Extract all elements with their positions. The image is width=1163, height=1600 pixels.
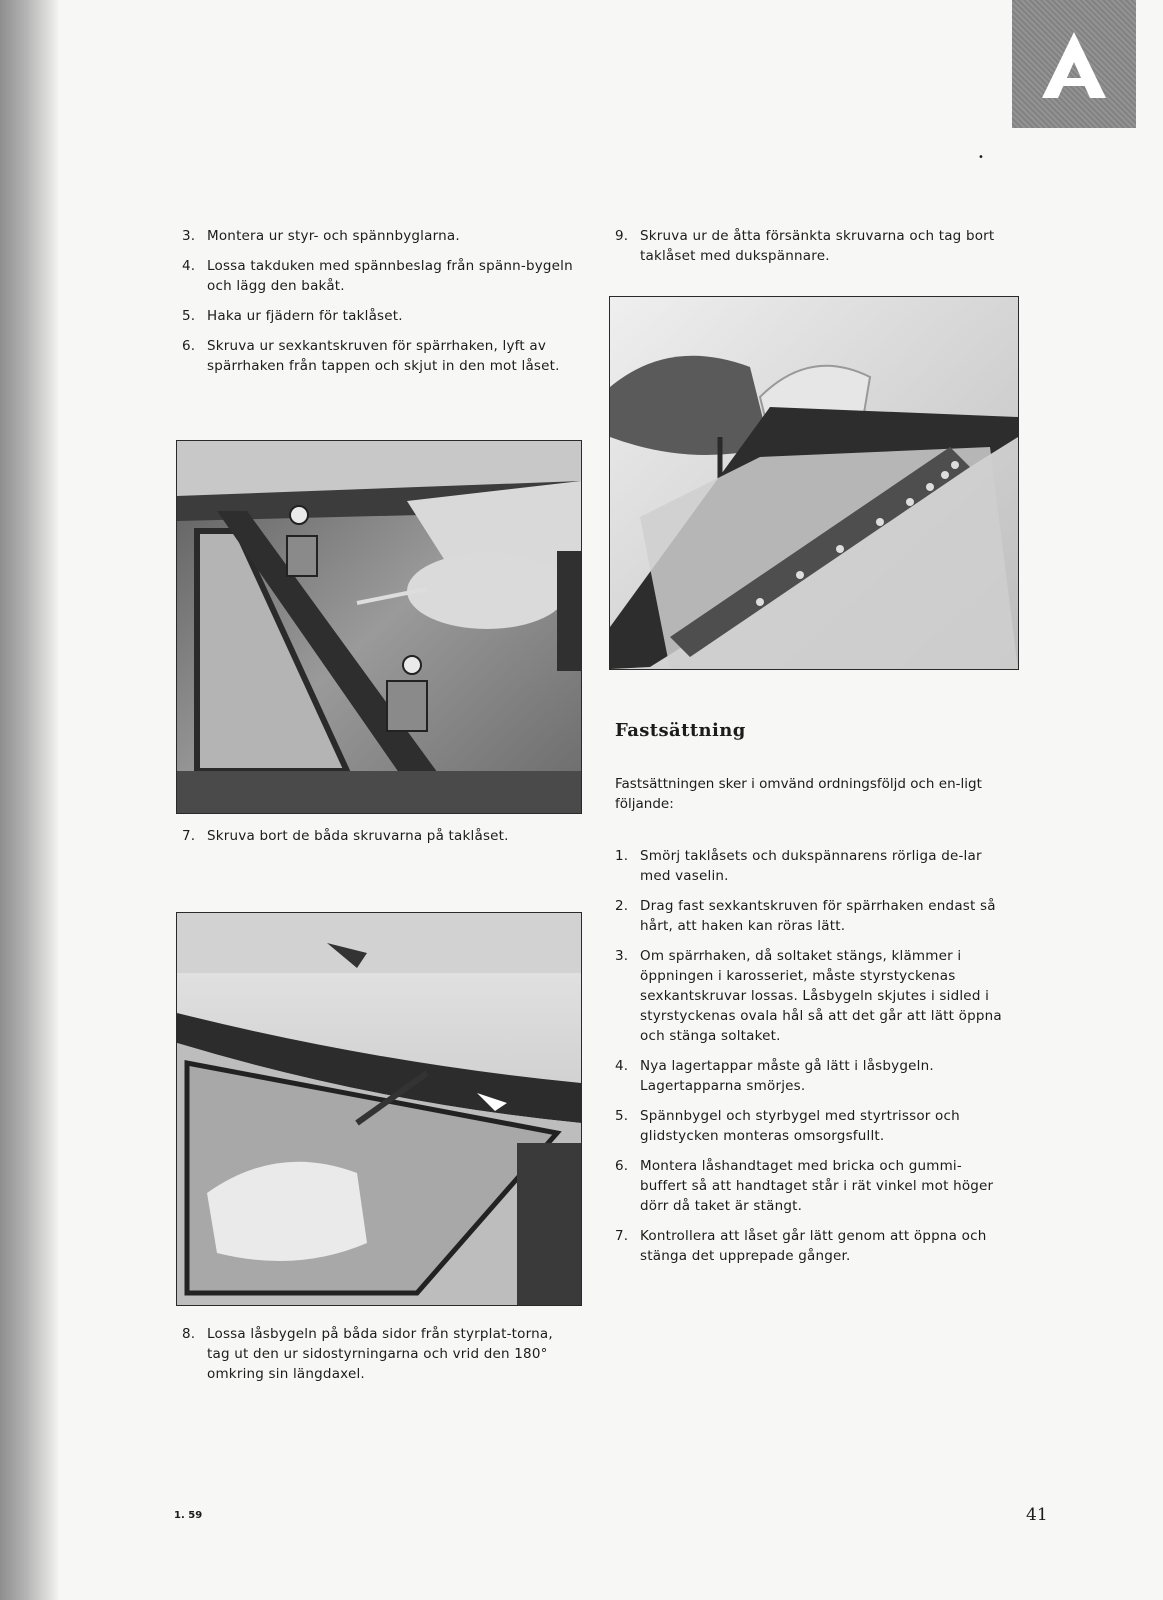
- caption-text: Lossa låsbygeln på båda sidor från styrplat-torna, tag ut den ur sidostyrningarna och vrid den 180° omkring sin längdaxel.: [207, 1326, 553, 1382]
- photo-countersunk-screws: [609, 296, 1019, 670]
- step-number: 7.: [615, 1228, 629, 1244]
- step-text: Drag fast sexkantskruven för spärrhaken endast så hårt, att haken kan röras lätt.: [640, 898, 996, 934]
- caption-text: Skruva ur de åtta försänkta skruvarna och tag bort taklåset med dukspännare.: [640, 228, 995, 264]
- step-text: Montera låshandtaget med bricka och gummi-buffert så att handtaget står i rät vinkel mot höger dörr då taket är stängt.: [640, 1158, 994, 1214]
- step-number: 4.: [182, 258, 196, 274]
- step-text: Montera ur styr- och spännbyglarna.: [207, 228, 460, 244]
- step-text: Lossa takduken med spännbeslag från spänn-bygeln och lägg den bakåt.: [207, 258, 573, 294]
- step-text: Om spärrhaken, då soltaket stängs, klämmer i öppningen i karosseriet, måste styrstyckenas sexkantskruvar lossas. Låsbygeln skjutes i sidled i styrstyckenas ovala hål så att det går att lätt öppna och stänga soltaket.: [640, 948, 1002, 1044]
- caption-number: 8.: [182, 1326, 196, 1342]
- chapter-letter-a: [1040, 30, 1108, 100]
- section-intro: Fastsättningen sker i omvänd ordningsföljd och en-ligt följande:: [615, 776, 982, 812]
- step-item: [615, 1226, 1007, 1266]
- caption-photo-9: [615, 226, 1007, 266]
- step-text: Haka ur fjädern för taklåset.: [207, 308, 403, 324]
- chapter-tab: [1012, 0, 1136, 128]
- step-number: 3.: [182, 228, 196, 244]
- step-item: [615, 1156, 1007, 1216]
- left-steps: [182, 226, 580, 386]
- step-number: 2.: [615, 898, 629, 914]
- page-number: 41: [1026, 1505, 1048, 1525]
- step-text: Nya lagertappar måste gå lätt i låsbygeln. Lagertapparna smörjes.: [640, 1058, 934, 1094]
- step-item: [182, 226, 580, 246]
- page-mark: •: [978, 152, 984, 163]
- step-number: 6.: [615, 1158, 629, 1174]
- step-number: 4.: [615, 1058, 629, 1074]
- caption-number: 9.: [615, 228, 629, 244]
- step-item: [615, 896, 1007, 936]
- edition-code: 1. 59: [174, 1510, 203, 1521]
- step-text: Smörj taklåsets och dukspännarens rörliga de-lar med vaselin.: [640, 848, 982, 884]
- photo-lock-bracket: [176, 912, 582, 1306]
- caption-text: Skruva bort de båda skruvarna på taklåset.: [207, 828, 509, 844]
- caption-number: 7.: [182, 828, 196, 844]
- caption-photo-8: [182, 1324, 580, 1384]
- step-text: Skruva ur sexkantskruven för spärrhaken, lyft av spärrhaken från tappen och skjut in den mot låset.: [207, 338, 560, 374]
- step-text: Kontrollera att låset går lätt genom att öppna och stänga det upprepade gånger.: [640, 1228, 987, 1264]
- step-item: [615, 1056, 1007, 1096]
- step-item: [615, 946, 1007, 1046]
- step-number: 3.: [615, 948, 629, 964]
- step-text: Spännbygel och styrbygel med styrtrissor och glidstycken monteras omsorgsfullt.: [640, 1108, 960, 1144]
- step-item: [182, 256, 580, 296]
- step-item: [182, 306, 580, 326]
- book-binding-shadow: [0, 0, 60, 1600]
- section-title: Fastsättning: [615, 720, 746, 741]
- step-number: 5.: [182, 308, 196, 324]
- mount-steps: [615, 846, 1007, 1276]
- photo-roof-lock-screws: [176, 440, 582, 814]
- step-item: [615, 846, 1007, 886]
- step-item: [182, 336, 580, 376]
- step-item: [615, 1106, 1007, 1146]
- caption-photo-7: [182, 826, 580, 846]
- step-number: 1.: [615, 848, 629, 864]
- step-number: 6.: [182, 338, 196, 354]
- step-number: 5.: [615, 1108, 629, 1124]
